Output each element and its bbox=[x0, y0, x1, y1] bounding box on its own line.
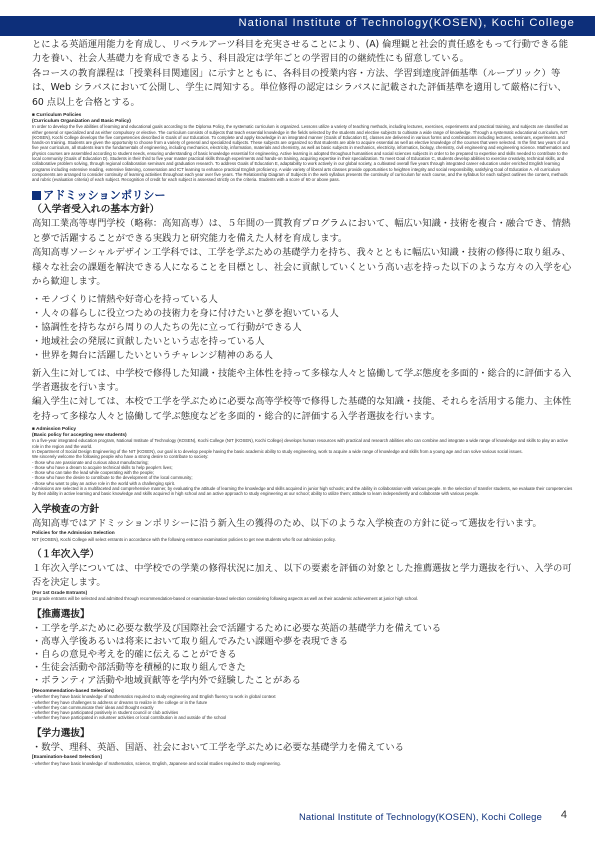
admission-en-subheading: (Basic policy for accepting new students) bbox=[32, 432, 127, 438]
square-bullet-icon bbox=[32, 191, 41, 200]
recommendation-en-heading: [Recommendation-based Selection] bbox=[32, 688, 114, 694]
academic-bullet-list bbox=[32, 741, 573, 754]
list-item: ・生徒会活動や部活動等を積極的に取り組んできた bbox=[32, 662, 246, 674]
admission-en-line: In Department of Social Design Engineering of the NIT (KOSEN), our goal is to develop people having the basic academic ability to study engineering, work to acquire a wide range of knowledge and skills from a young age and can solve various social issues. bbox=[32, 448, 523, 454]
intro-paragraph-2: 各コースの教育課程は「授業科目関連図」に示すとともに、各科目の授業内容・方法、学習到達度評価基準（ルーブリック）等は、Web シラバスにおいて公開し、学生に周知する。単位修得の認定はシラバスに記載された評価基準を適用して厳格に行い、60 点以上を合格とする。 bbox=[32, 67, 567, 108]
admission-paragraph-2: 高知高専ソーシャルデザイン工学科では、工学を学ぶための基礎学力を持ち、我々とともに幅広い知識・技術の修得に取り組み、様々な社会の課題を解決できる人になることを目標とし、社会に貢献していくという高い志を持った以下のような方々の入学を心から歓迎します。 bbox=[32, 247, 572, 288]
recommendation-en-line: - whether they have participated positively in student council or club activities bbox=[32, 710, 179, 716]
exam-policy-en-heading: Policies for the Admission Selection bbox=[32, 531, 115, 537]
academic-en-line: - whether they have basic knowledge of mathematics, science, English, Japanese and social studies required to study engineering. bbox=[32, 760, 281, 766]
exam-policy-en-body: NIT (KOSEN), Kochi College will select entrants in accordance with the following entrance examination policies to get new students who fit our admission policy. bbox=[32, 536, 336, 542]
footer-title: National Institute of Technology(KOSEN), Kochi College bbox=[298, 811, 542, 822]
admission-section-title: アドミッションポリシー bbox=[32, 189, 573, 203]
admission-en-line: Admissions are selected in a multifaceted and comprehensive manner, by evaluating the attitude of learning the knowledge and skills acquired in junior high schools; and the ability in collaboration with various people. In the selection of transfer students, we evaluate their competencies by their ability in active learning and basic knowledge and skills acquired in high school and an active approach to study engineering at our school; ability to utilize them; attitude to learn independently and collaborate with various people. bbox=[32, 486, 573, 497]
page-number: 4 bbox=[560, 809, 567, 821]
admission-en-line: - those who want to play an active role in the world with a challenging spirit. bbox=[32, 480, 176, 486]
curriculum-en-body: In order to develop the five abilities of learning and educational goals according to the Diploma Policy, the systematic curriculum is organized. Lessons utilize a variety of teaching methods, including lectures, exercises, experiments and practical training, and subjects are classified as either general or specialized and as either compulsory or elective. The curriculum consists of subjects that teach essential knowledge in the fields selected by the students and elective subjects to cultivate a wide range of knowledge. Through a systematic educational curriculum, NIT (KOSEN), Kochi College develops the five competencies described in Goals of our Education. To complete and apply knowledge in an integrated manner (Goals of Education E), classes are delivered in various forms and combinations including lectures, seminars, experiments and hands-on training. Students are given the opportunity to choose from a variety of general and specialized subjects. These subjects are organized so that students are able to acquire essential as well as elective knowledge of the courses that were selected. In the first two years of our five year curriculum, all students learn the fundamentals of engineering, including mechanics, electricity, information, materials and chemistry, as well as basic subjects in mechanics, electricity, informatics, biology, chemistry, civil engineering and engineering science. Mathematics and physics courses are assembled according to student needs, ensuring understanding of basic knowledge essential for engineering. Active learning is adopted throughout humanities and social sciences subjects in order to be prepared to expertise and skills needed to contribute to the local community (Goals of Education D). Students in their third to five year master practical skills through experiments and hands-on training, acquiring expertise in their specialization. To meet Goal of Education C, students develop abilities to exercise creativity, technical skills, and collaborative problem solving, through regional collaboration seminars and graduation research. To address Goals of Education E, adaptability to work actively in our global society, a cultivated overall five years through integrated career education under enriched English learning programs including extensive reading, extensive listening, conversation and ICT learning to enhance practical English proficiency. A wide variety of liberal arts classes provide opportunities to heighten integrity and social responsibility, satisfying Goal of Education A. All curriculum components are arranged to consider continuity of learning activities throughout each year over five years. The Relationship Diagram of Subjects in the web syllabus presents the continuity of curriculum for each course, and the syllabus for each subject outlines the content, methods and rubric (evaluation criteria) of each subject. Recognition of credit for each subject is assessed strictly on the criteria. Students with a score of 60 or above pass. bbox=[32, 124, 570, 183]
recommendation-en-line: - whether they have participated in volunteer activities or local contribution in and outside of the school bbox=[32, 715, 227, 721]
exam-policy-paragraph: 高知高専ではアドミッションポリシーに沿う新入生の獲得のため、以下のような入学検査の方針に従って選抜を行います。 bbox=[32, 517, 542, 529]
admission-en-line: - those who have a dream to acquire technical skills to help people's lives; bbox=[32, 464, 173, 470]
curriculum-en-subheading: (Curriculum Organization and Basic Policy) bbox=[32, 118, 131, 124]
first-year-paragraph: １年次入学については、中学校での学業の修得状況に加え、以下の要素を評価の対象とした推薦選抜と学力選抜を行い、入学の可否を決定します。 bbox=[32, 562, 572, 589]
recommendation-en-line: - whether they have challenges to address or dreams to realize in the college or in the future bbox=[32, 699, 208, 705]
admission-en-line: - those who have the desire to contribute to the development of the local community; bbox=[32, 475, 193, 481]
admission-en-line: - those who are passionate and curious about manufacturing; bbox=[32, 459, 149, 465]
admission-paragraph-3: 新入生に対しては、中学校で修得した知識・技能や主体性を持って多様な人々と協働して学ぶ態度を多面的・総合的に評価する入学者選抜を行います。 bbox=[32, 367, 572, 393]
first-year-en-body: 1st grade entrants will be selected and admitted through recommendation-based or examination-based selection considering following aspects as well as their academic achievement at junior high school. bbox=[32, 596, 419, 602]
list-item: ・モノづくりに情熱や好奇心を持っている人 bbox=[32, 293, 218, 305]
list-item: ・人々の暮らしに役立つための技術力を身に付けたいと夢を抱いている人 bbox=[32, 307, 339, 319]
list-item: ・世界を舞台に活躍したいというチャレンジ精神のある人 bbox=[32, 350, 273, 362]
recommendation-en-line: - whether they have basic knowledge of mathematics required to study engineering and English fluency to work in global context bbox=[32, 694, 276, 700]
list-item: ・地域社会の発展に貢献したいという志を持っている人 bbox=[32, 336, 265, 348]
list-item: ・自らの意見や考えを的確に伝えることができる bbox=[32, 649, 237, 661]
page-footer bbox=[0, 802, 595, 842]
header-title: National Institute of Technology(KOSEN), Kochi College bbox=[238, 17, 575, 29]
curriculum-en-heading: ■ Curriculum Policies bbox=[32, 113, 82, 119]
list-item: ・数学、理科、英語、国語、社会において工学を学ぶために必要な基礎学力を備えている bbox=[32, 741, 404, 753]
admission-subtitle: （入学者受入れの基本方針） bbox=[32, 204, 160, 216]
first-year-title: （１年次入学） bbox=[32, 548, 100, 560]
list-item: ・工学を学ぶために必要な数学及び国際社会で活躍するために必要な英語の基礎学力を備えている bbox=[32, 622, 442, 634]
admission-en-line: We sincerely welcome the following people who have a strong desire to contribute to society: bbox=[32, 454, 209, 460]
recommendation-en-line: - whether they can communicate their ideas and thought exactly bbox=[32, 704, 154, 710]
list-item: ・ボランティア活動や地域貢献等を学内外で経験したことがある bbox=[32, 675, 301, 687]
first-year-en-heading: (For 1st Grade Entrants) bbox=[32, 590, 88, 596]
admission-bullet-list bbox=[32, 293, 573, 364]
exam-policy-title: 入学検査の方針 bbox=[32, 503, 100, 515]
recommendation-bullet-list bbox=[32, 622, 573, 688]
academic-en-heading: [Examination-based Selection] bbox=[32, 754, 102, 760]
list-item: ・協調性を持ちながら周りの人たちの先に立って行動ができる人 bbox=[32, 321, 302, 333]
admission-en-heading: ■ Admission Policy bbox=[32, 427, 77, 433]
page-header bbox=[0, 0, 595, 42]
intro-paragraph-1: とによる英語運用能力を育成し、リベラルアーツ科目を充実させることにより、(A) 倫理観と社会的責任感をもって行動できる能力を養い、社会人基礎力を育成できるよう、科目設定は学年ごとの学習目的の継続性にも留意している。 bbox=[32, 39, 569, 65]
admission-paragraph-4: 編入学生に対しては、本校で工学を学ぶために必要な高等学校等で修得した基礎的な知識・技能、それらを活用する能力、主体性を持って多様な人々と協働して学ぶ態度などを多面的・総合的に評価する入学者選抜を行います。 bbox=[32, 396, 572, 422]
academic-title: 【学力選抜】 bbox=[32, 727, 90, 739]
list-item: ・高専入学後あるいは将来において取り組んでみたい課題や夢を表現できる bbox=[32, 635, 349, 647]
main-content bbox=[32, 38, 573, 766]
admission-en-line: - those who can take the lead while cooperating with the people; bbox=[32, 470, 155, 476]
recommendation-title: 【推薦選抜】 bbox=[32, 608, 90, 620]
admission-paragraph-1: 高知工業高等専門学校（略称：高知高専）は、５年間の一貫教育プログラムにおいて、幅広い知識・技術を複合・融合でき、情熱と夢で活躍することができる実践力と研究能力を備えた人材を育成します。 bbox=[32, 218, 571, 244]
admission-en-line: In a five-year integrated education program, National Institute of Technology (KOSEN), Kochi College (NIT (KOSEN), Kochi College) develops human resources with practical and research abilities who can combine and integrate a wide range of knowledge and skills to play an active role in the region and the world. bbox=[32, 438, 569, 449]
